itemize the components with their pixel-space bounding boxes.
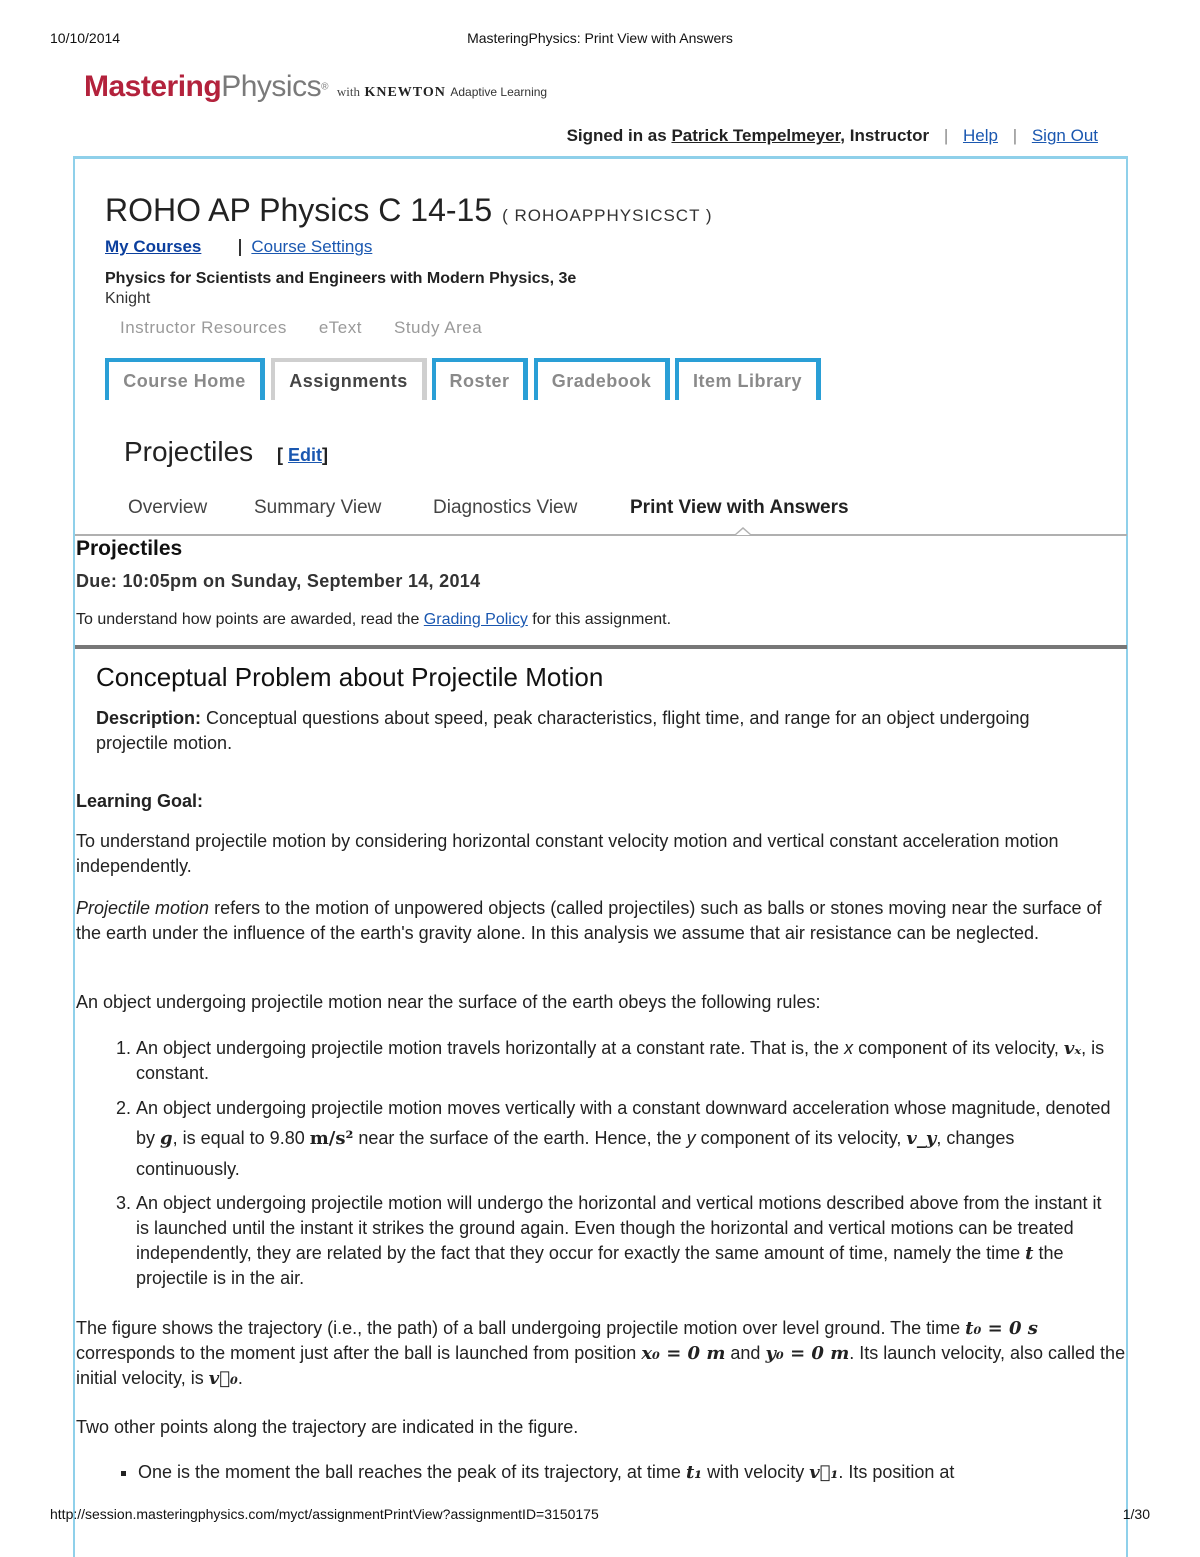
assignment-heading: Projectiles — [76, 537, 183, 560]
etext-link[interactable]: eText — [318, 318, 362, 337]
rule2-y: y — [686, 1128, 696, 1148]
edit-link[interactable]: Edit — [287, 445, 322, 465]
figure-paragraph — [76, 1316, 1128, 1391]
list-item — [136, 1191, 1116, 1291]
figure-text-c: and — [730, 1343, 761, 1363]
two-points-text: Two other points along the trajectory are indicated in the figure. — [76, 1417, 579, 1437]
print-title: MasteringPhysics: Print View with Answers — [467, 30, 733, 46]
logo-reg: ® — [321, 81, 329, 93]
user-name-link[interactable]: Patrick Tempelmeyer — [671, 126, 841, 145]
tab-item-library[interactable]: Item Library — [675, 358, 821, 400]
math-vx: vₓ — [1063, 1038, 1082, 1059]
grading-note — [76, 611, 671, 629]
math-v0: v⃗₀ — [208, 1368, 238, 1389]
logo-knewton: KNEWTON — [364, 85, 446, 100]
bracket-close: ] — [321, 445, 328, 465]
math-t: t — [1025, 1243, 1034, 1264]
math-units: m/s² — [309, 1128, 354, 1149]
active-indicator-caret-inner — [736, 529, 750, 535]
projectile-paragraph — [76, 896, 1128, 946]
course-title — [105, 192, 713, 229]
rules-intro: An object undergoing projectile motion near the surface of the earth obeys the following rules: — [76, 992, 821, 1012]
list-item — [138, 1460, 1118, 1485]
subnav-diagnostics-view[interactable]: Diagnostics View — [433, 497, 578, 518]
edit-wrapper — [277, 445, 328, 465]
rule2-text-c: near the surface of the earth. Hence, the — [358, 1128, 682, 1148]
projectile-term: Projectile motion — [76, 898, 210, 918]
logo — [84, 70, 547, 110]
description-label: Description: — [96, 708, 202, 728]
point1-text-a: One is the moment the ball reaches the peak of its trajectory, at time — [138, 1462, 681, 1482]
logo-physics: Physics — [221, 70, 322, 103]
point1-text-b: with velocity — [707, 1462, 805, 1482]
tab-assignments[interactable]: Assignments — [271, 358, 427, 400]
figure-text-a: The figure shows the trajectory (i.e., the path) of a ball undergoing projectile motion over level ground. The time — [76, 1318, 961, 1338]
rule3-text: An object undergoing projectile motion will undergo the horizontal and vertical motions described above from the instant it is launched until the instant it strikes the ground again. Even though the horizontal and vertical motions can be treated independently, they are related by the fact that they occur for exactly the same amount of time, namely the time — [136, 1193, 1102, 1263]
rule2-text-d: component of its velocity, — [700, 1128, 902, 1148]
subnav-summary-view[interactable]: Summary View — [254, 497, 382, 518]
point1-text-c: . Its position at — [838, 1462, 955, 1482]
problem-description — [96, 706, 1096, 756]
list-item — [136, 1036, 1116, 1086]
assignment-title-text: Projectiles — [124, 436, 254, 467]
print-page-number: 1/30 — [1122, 1506, 1150, 1522]
assignment-title — [124, 436, 328, 468]
course-code: ( ROHOAPPHYSICSCT ) — [502, 206, 713, 225]
rule2-text-e: , changes continuously. — [136, 1128, 1015, 1179]
print-footer — [50, 1506, 1150, 1524]
instructor-resources-link[interactable]: Instructor Resources — [120, 318, 287, 337]
grading-policy-link[interactable]: Grading Policy — [423, 611, 528, 628]
figure-text-b: corresponds to the moment just after the ball is launched from position — [76, 1343, 637, 1363]
tab-course-home[interactable]: Course Home — [105, 358, 265, 400]
points-list — [110, 1460, 1118, 1485]
math-vy: v_y — [906, 1128, 937, 1149]
resources-nav — [120, 318, 514, 338]
list-item — [136, 1093, 1116, 1184]
grading-prefix: To understand how points are awarded, read the — [76, 611, 420, 628]
course-links — [105, 237, 372, 257]
separator — [239, 239, 241, 256]
my-courses-link[interactable]: My Courses — [105, 237, 202, 256]
print-header — [50, 30, 1150, 48]
grading-suffix: for this assignment. — [532, 611, 672, 628]
tab-gradebook[interactable]: Gradebook — [534, 358, 670, 400]
rule2-text: An object undergoing projectile motion moves vertically with a constant downward acceleration whose magnitude, denoted by — [136, 1098, 1111, 1148]
separator: | — [1012, 126, 1018, 145]
logo-with: with — [336, 84, 361, 99]
sign-out-link[interactable]: Sign Out — [1031, 126, 1098, 145]
help-link[interactable]: Help — [962, 126, 998, 145]
signed-in-prefix: Signed in as — [566, 126, 667, 145]
separator: | — [943, 126, 949, 145]
logo-mastering: Mastering — [84, 70, 222, 103]
learning-goal-text: To understand projectile motion by considering horizontal constant velocity motion and vertical constant acceleration motion independently. — [76, 831, 1059, 876]
rule1-x: x — [844, 1038, 854, 1058]
projectile-para-text: refers to the motion of unpowered objects (called projectiles) such as balls or stones moving near the surface of the earth under the influence of the earth's gravity alone. In this analysis we assume that air resistance can be neglected. — [76, 898, 1102, 943]
math-v1: v⃗₁ — [809, 1462, 839, 1483]
book-author: Knight — [105, 290, 151, 307]
figure-text-e: . — [237, 1368, 243, 1388]
problem-title: Conceptual Problem about Projectile Motion — [96, 662, 604, 692]
math-g: g — [160, 1128, 173, 1149]
tab-roster[interactable]: Roster — [432, 358, 528, 400]
rules-list — [100, 1036, 1116, 1298]
rule2-text-b: , is equal to 9.80 — [172, 1128, 305, 1148]
rule1-text-b: component of its velocity, — [858, 1038, 1059, 1058]
math-t1: t₁ — [685, 1462, 703, 1483]
course-title-text: ROHO AP Physics C 14-15 — [105, 192, 493, 228]
subnav-print-view[interactable]: Print View with Answers — [630, 497, 849, 518]
subnav-overview[interactable]: Overview — [128, 497, 208, 518]
due-date: Due: 10:05pm on Sunday, September 14, 2014 — [76, 571, 481, 591]
subnav-divider — [75, 534, 1127, 536]
rule3-text-b: the projectile is in the air. — [136, 1243, 1064, 1288]
description-text: Conceptual questions about speed, peak characteristics, flight time, and range for an object undergoing projectile motion. — [96, 708, 1030, 753]
section-divider — [75, 645, 1127, 649]
rule1-text-c: , is constant. — [136, 1038, 1105, 1083]
print-url: http://session.masteringphysics.com/myct/assignmentPrintView?assignmentID=3150175 — [50, 1506, 599, 1522]
signin-bar — [567, 126, 1098, 146]
learning-goal-label: Learning Goal: — [76, 791, 204, 811]
bracket-open: [ — [276, 445, 283, 465]
math-t0: t₀ = 0 s — [965, 1318, 1038, 1339]
study-area-link[interactable]: Study Area — [393, 318, 483, 337]
book-title: Physics for Scientists and Engineers with Modern Physics, 3e — [105, 270, 577, 287]
user-role: , Instructor — [840, 126, 930, 145]
course-settings-link[interactable]: Course Settings — [251, 237, 373, 256]
figure-text-d: . Its launch velocity, also called the initial velocity, is — [76, 1343, 1126, 1388]
print-date: 10/10/2014 — [50, 30, 121, 46]
logo-adaptive: Adaptive Learning — [450, 85, 548, 99]
math-y0: y₀ = 0 m — [765, 1343, 850, 1364]
math-x0: x₀ = 0 m — [641, 1343, 726, 1364]
rule1-text: An object undergoing projectile motion travels horizontally at a constant rate. That is, the — [136, 1038, 840, 1058]
